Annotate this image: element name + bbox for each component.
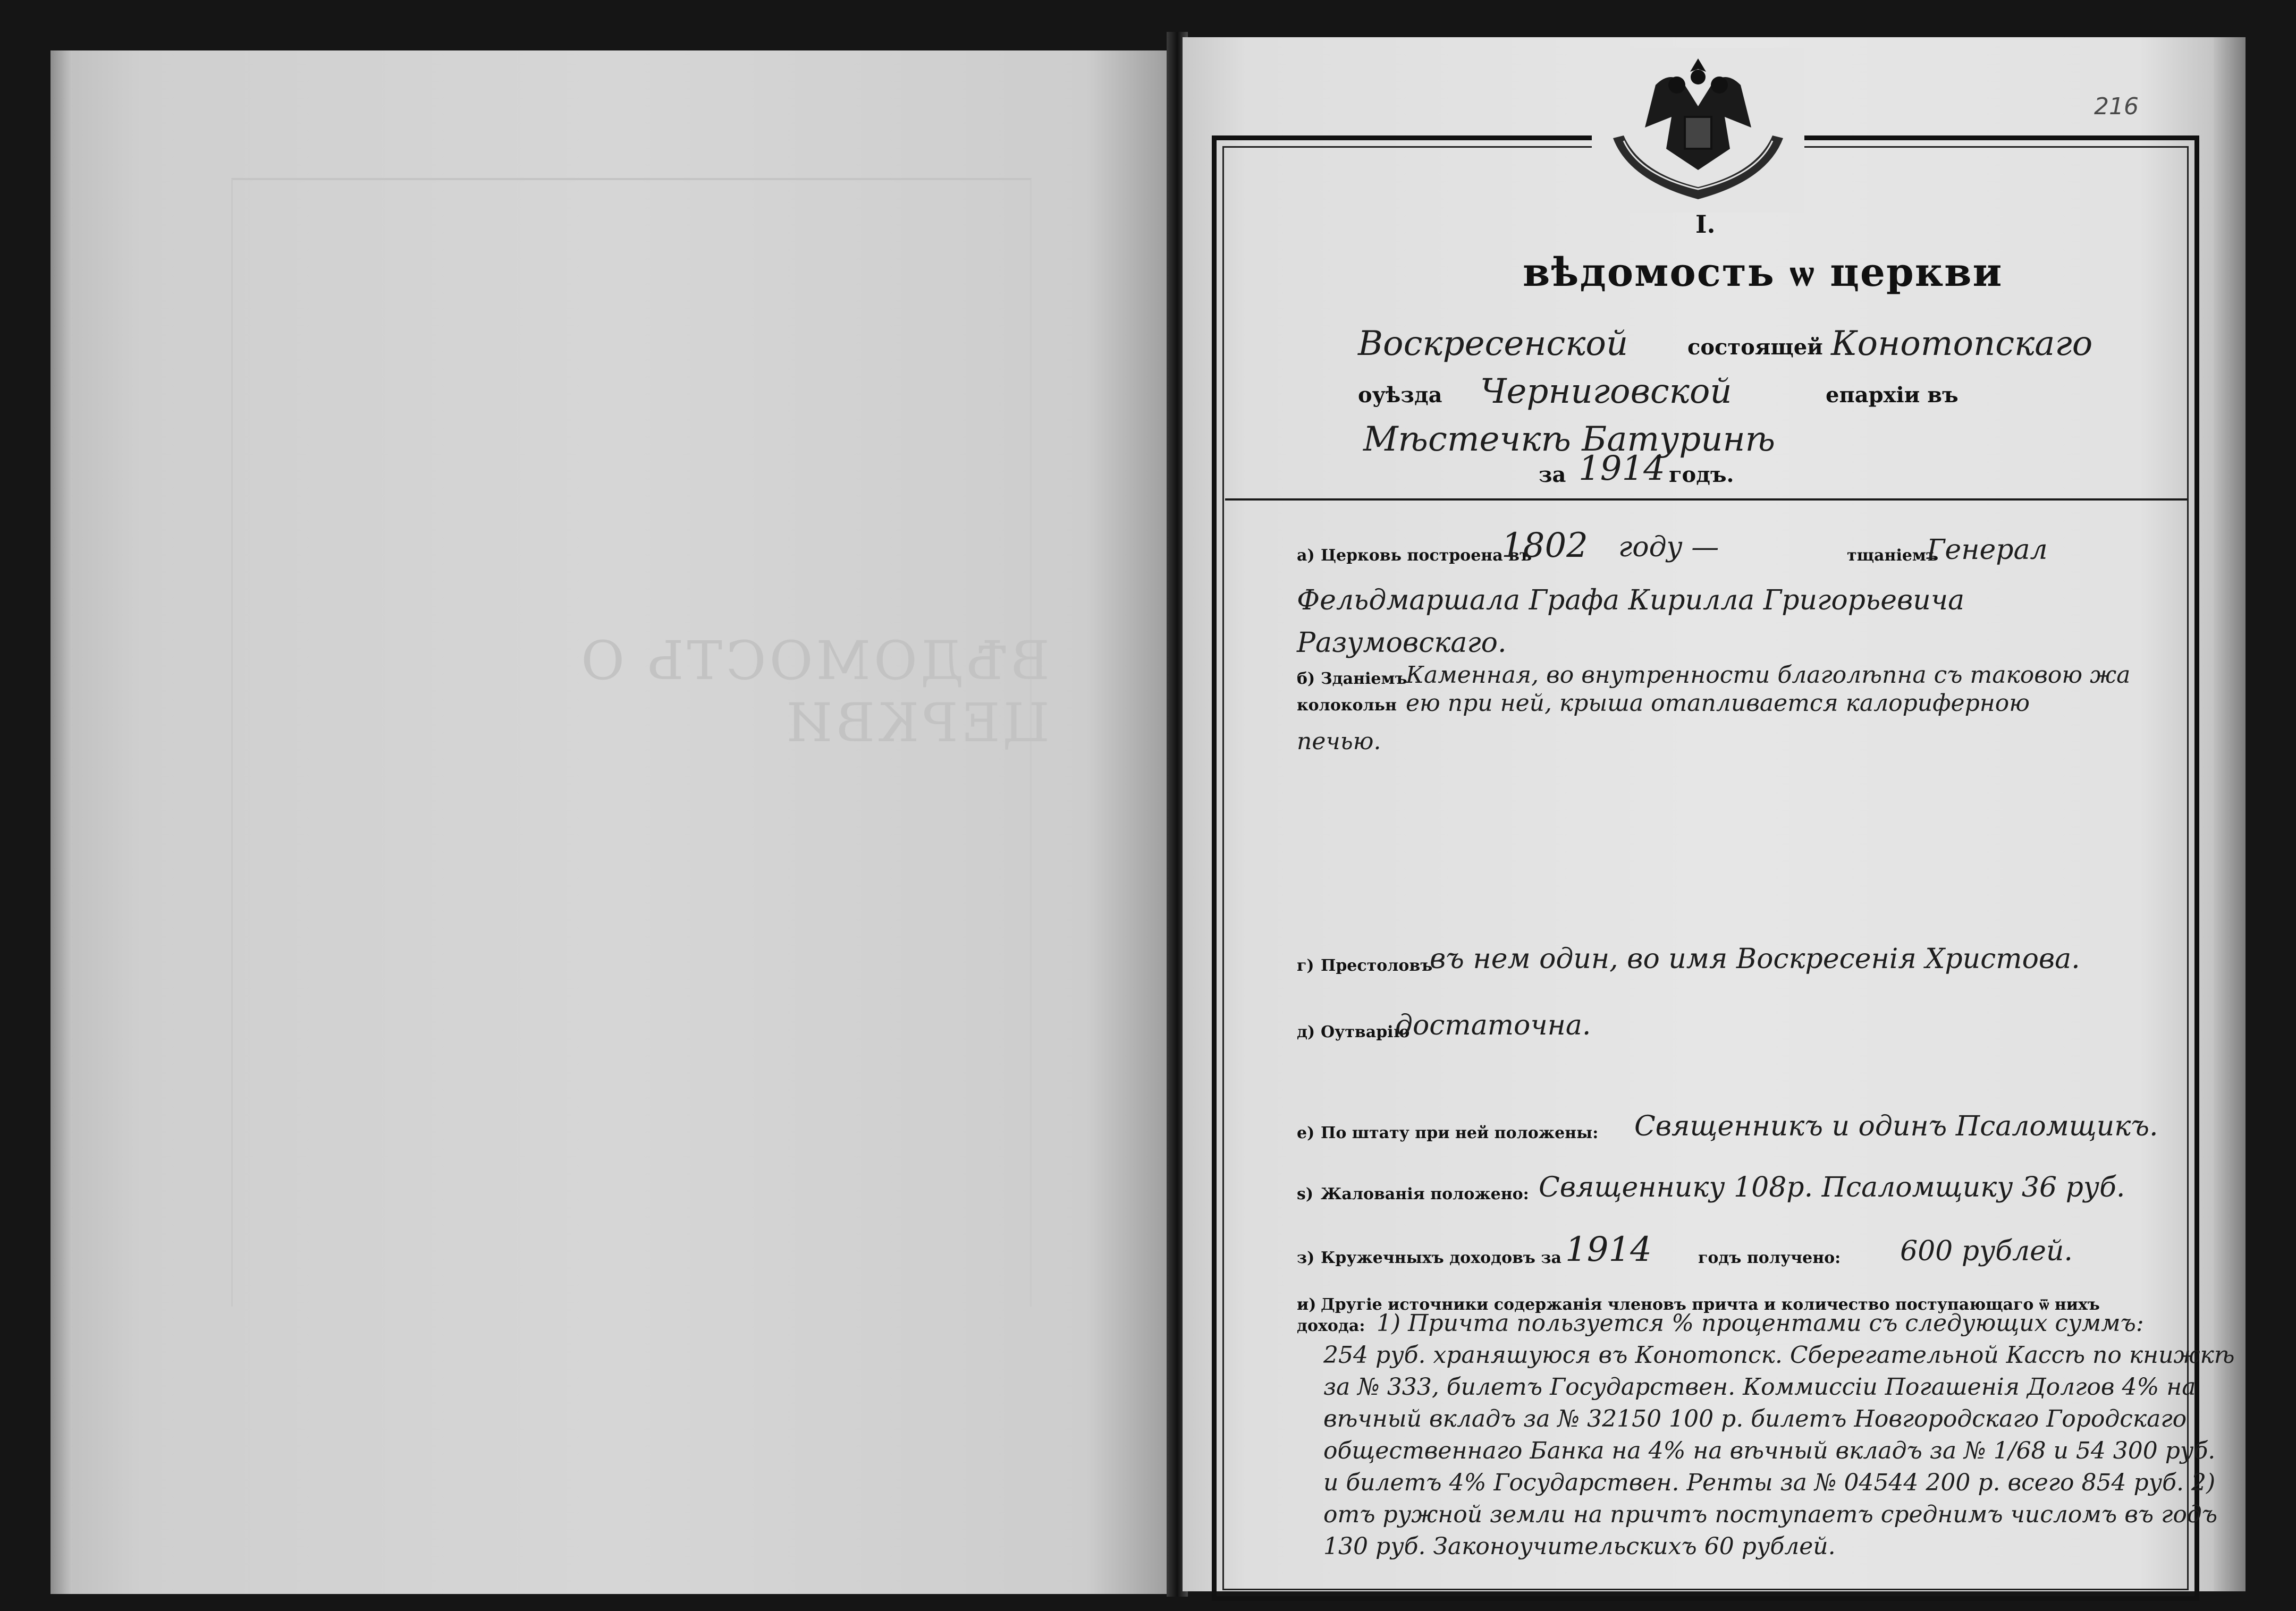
folio-number: 216: [2094, 93, 2139, 120]
item-marker-s: ѕ): [1297, 1185, 1314, 1203]
item-marker-d: д): [1297, 1023, 1315, 1041]
page-title: вѣдомость ѡ церкви: [1523, 250, 2003, 295]
uyezd-name: Конотопскаго: [1831, 324, 2093, 363]
item-a-text3: Разумовскаго.: [1297, 627, 1507, 659]
item-i-text5: общественнаго Банка на 4% на вѣчный вкладъ за № 1/68 и 54 300 руб.: [1323, 1437, 2216, 1464]
section-number: I.: [1695, 210, 1716, 239]
standing-label: состоящей: [1687, 335, 1823, 360]
eparchy-name: Черниговской: [1480, 372, 1732, 411]
eparchy-label: епархіи въ: [1826, 383, 1959, 408]
item-b-text2: ею при ней, крыша отапливается калориферною: [1406, 690, 2030, 717]
item-i-text7: отъ ружной земли на причтъ поступаетъ среднимъ числомъ въ годъ: [1323, 1501, 2218, 1528]
item-a-year-unit: году —: [1618, 531, 1719, 563]
item-g-label: Престоловъ: [1321, 956, 1433, 975]
item-a-text1: Генерал: [1927, 534, 2048, 566]
item-s-text: Священнику 108р. Псаломщику 36 руб.: [1539, 1172, 2125, 1203]
item-i-text8: 130 руб. Законоучительскихъ 60 рублей.: [1323, 1533, 1836, 1560]
year-prefix: за: [1539, 462, 1566, 487]
item-a-text2: Фельдмаршала Графа Кирилла Григорьевича: [1297, 584, 1965, 616]
page-edge: [50, 50, 72, 1594]
item-marker-g: г): [1297, 956, 1314, 975]
item-a-label: Церковь построена въ: [1321, 546, 1532, 565]
double-headed-eagle-seal-icon: [1592, 48, 1804, 213]
item-i-text1: 1) Причта пользуется % процентами съ следующих суммъ:: [1377, 1310, 2144, 1337]
item-g-text: въ нем один, во имя Воскресенія Христова.: [1430, 943, 2080, 975]
item-i-label2: дохода:: [1297, 1317, 1365, 1335]
item-z-amount: 600 рублей.: [1900, 1235, 2073, 1267]
item-i-text6: и билетъ 4% Государствен. Ренты за № 04544 200 р. всего 854 руб. 2): [1323, 1469, 2216, 1496]
item-b-text3: печью.: [1297, 728, 1381, 755]
item-marker-a: а): [1297, 546, 1315, 565]
item-b-label: Зданіемъ: [1321, 669, 1407, 688]
item-d-text: достаточна.: [1395, 1010, 1591, 1041]
item-e-label: По штату при ней положены:: [1321, 1124, 1599, 1142]
uyezd-label: оуѣзда: [1358, 383, 1442, 408]
item-a-label2: тщаніемъ: [1847, 546, 1939, 565]
right-page: [1183, 37, 2246, 1591]
item-i-text3: за № 333, билетъ Государствен. Коммиссіи Погашенія Долгов 4% на: [1323, 1373, 2196, 1401]
header-divider: [1225, 498, 2187, 501]
item-i-text4: вѣчный вкладъ за № 32150 100 р. билетъ Новгородскаго Городскаго: [1323, 1405, 2187, 1432]
item-marker-e: е): [1297, 1124, 1315, 1142]
item-z-year: 1914: [1565, 1230, 1652, 1269]
item-a-year: 1802: [1501, 526, 1588, 565]
location: Мѣстечкѣ Батуринѣ: [1363, 420, 1776, 459]
item-e-text: Священникъ и одинъ Псаломщикъ.: [1634, 1110, 2158, 1142]
item-marker-z: з): [1297, 1249, 1315, 1267]
item-z-label2: годъ получено:: [1698, 1249, 1841, 1267]
item-z-label: Кружечныхъ доходовъ за: [1321, 1249, 1561, 1267]
bleed-through-heading: ВѢДОМОСТЬ О ЦЕРКВИ: [578, 630, 1050, 754]
item-s-label: Жалованія положено:: [1321, 1185, 1529, 1203]
item-i-label1: Другіе источники содержанія членовъ причта и количество поступающаго ѿ нихъ: [1321, 1295, 2100, 1314]
item-marker-i: и): [1297, 1295, 1316, 1314]
left-page: [50, 50, 1177, 1594]
item-b-text1: Каменная, во внутренности благолѣпна съ таковою жа: [1406, 662, 2131, 689]
item-d-label: Оутварію: [1321, 1023, 1410, 1041]
item-i-text2: 254 руб. храняшуюся въ Конотопск. Сберегательной Кассѣ по книжкѣ: [1323, 1342, 2235, 1369]
report-year: 1914: [1578, 449, 1665, 488]
year-suffix: годъ.: [1669, 462, 1734, 487]
item-b-label2: колокольн: [1297, 696, 1397, 715]
church-name: Воскресенской: [1358, 324, 1628, 363]
item-marker-b: б): [1297, 669, 1315, 688]
